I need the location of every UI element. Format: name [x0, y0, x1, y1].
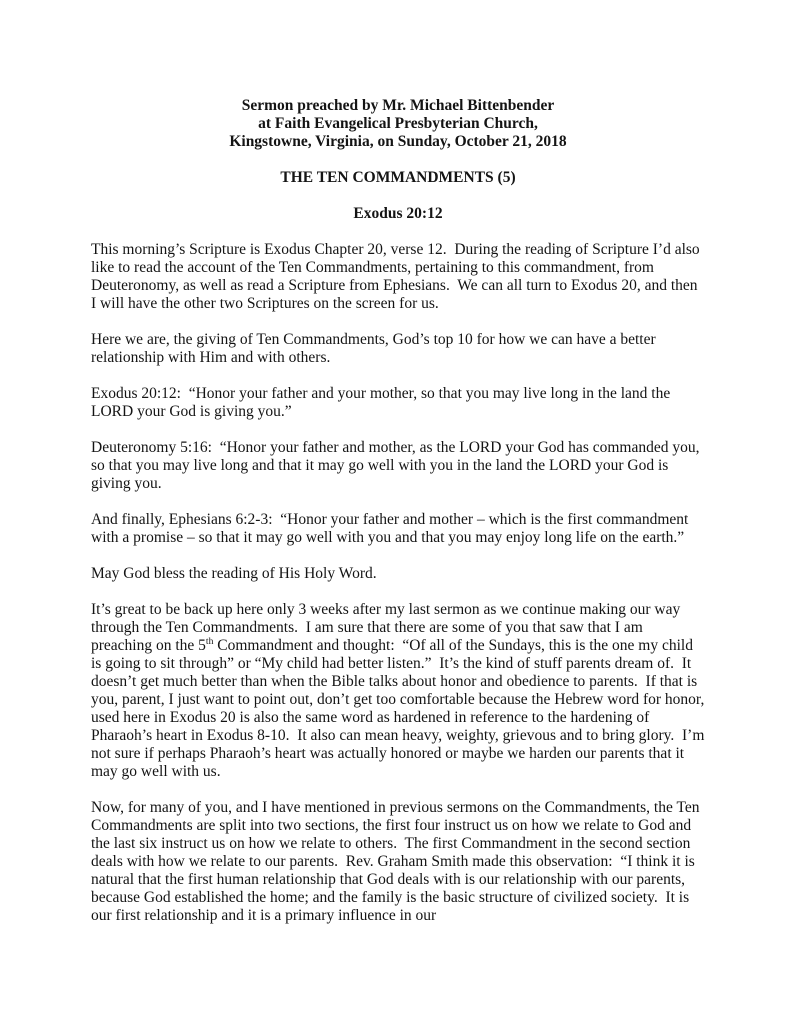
header-line-church: at Faith Evangelical Presbyterian Church,: [258, 115, 538, 132]
paragraph: Exodus 20:12: “Honor your father and your mother, so that you may live long in the land the LORD your God is giving you.”: [91, 385, 675, 420]
paragraph: And finally, Ephesians 6:2-3: “Honor your father and mother – which is the first commandment with a promise – so that it may go well with you and that you may enjoy long life on the earth.”: [91, 511, 693, 546]
header-line-preacher: Sermon preached by Mr. Michael Bittenbender: [241, 97, 555, 114]
paragraph: May God bless the reading of His Holy Word.: [91, 565, 377, 582]
scripture-reference: Exodus 20:12: [353, 205, 443, 222]
paragraph: Deuteronomy 5:16: “Honor your father and mother, as the LORD your God has commanded you, so that you may live long and that it may go well with you in the land the LORD your God is giving you.: [91, 439, 704, 492]
paragraph: Now, for many of you, and I have mentioned in previous sermons on the Commandments, the Ten Commandments are split into two sections, the first four instruct us on how we relate to God and the last six instruct us on how we relate to others. The first Commandment in the second section deals with how we relate to our parents. Rev. Graham Smith made this observation: “I think it is natural that the first human relationship that God deals with is our relationship with our parents, because God established the home; and the family is the basic structure of civilized society. It is our first relationship and it is a primary influence in our: [91, 799, 704, 924]
header-line-date-location: Kingstowne, Virginia, on Sunday, October 21, 2018: [229, 133, 567, 150]
paragraph: Here we are, the giving of Ten Commandments, God’s top 10 for how we can have a better relationship with Him and with others.: [91, 331, 660, 366]
sermon-body: [91, 241, 709, 925]
paragraph: This morning’s Scripture is Exodus Chapter 20, verse 12. During the reading of Scripture I’d also like to read the account of the Ten Commandments, pertaining to this commandment, from Deuteronomy, as well as read a Scripture from Ephesians. We can all turn to Exodus 20, and then I will have the other two Scriptures on the screen for us.: [91, 241, 704, 312]
sermon-title: THE TEN COMMANDMENTS (5): [280, 169, 516, 186]
sermon-header: [91, 97, 705, 151]
paragraph: It’s great to be back up here only 3 weeks after my last sermon as we continue making our way through the Ten Commandments. I am sure that there are some of you that saw that I am preaching on the 5th Commandment and thought: “Of all of the Sundays, this is the one my child is going to sit through” or “My child had better listen.” It’s the kind of stuff parents dream of. It doesn’t get much better than when the Bible talks about honor and obedience to parents. If that is you, parent, I just want to point out, don’t get too comfortable because the Hebrew word for honor, used here in Exodus 20 is also the same word as hardened in reference to the hardening of Pharaoh’s heart in Exodus 8-10. It also can mean heavy, weighty, grievous and to bring glory. I’m not sure if perhaps Pharaoh’s heart was actually honored or maybe we harden our parents that it may go well with us.: [91, 601, 709, 780]
